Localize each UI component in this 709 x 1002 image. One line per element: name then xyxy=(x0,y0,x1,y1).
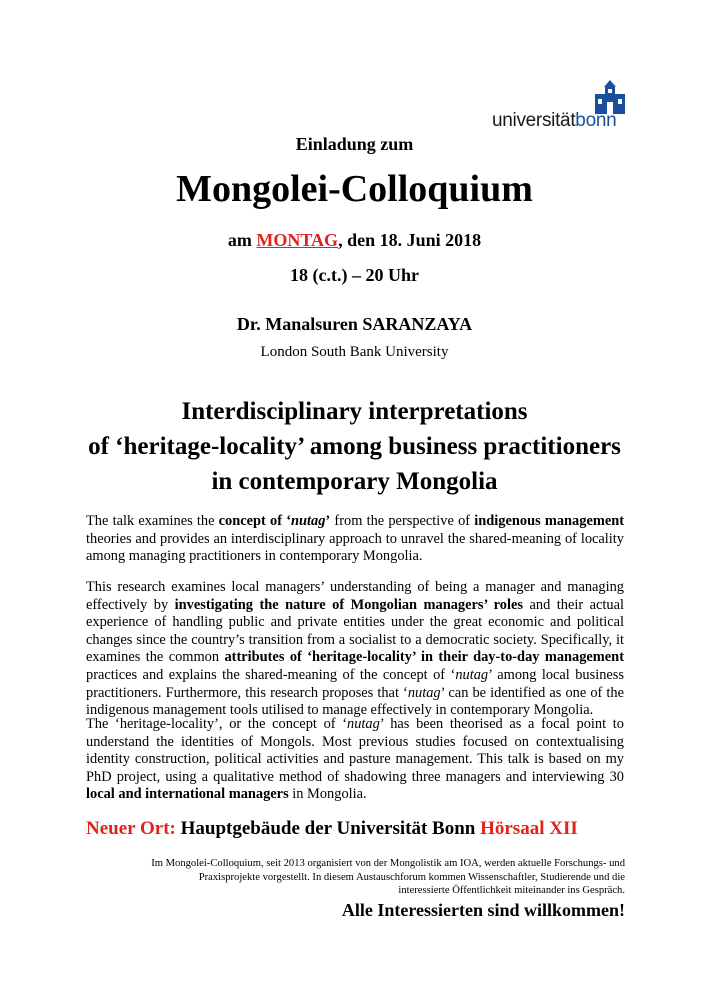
speaker-name: Dr. Manalsuren SARANZAYA xyxy=(236,314,473,334)
text-run: The ‘heritage-locality’, or the concept of ‘ xyxy=(86,716,348,732)
text-run: and their actual experience of handling public and private entities under the great economic and political changes since the country’s transition from a socialist to a democratic society. Specifically, it examines the common xyxy=(86,596,624,666)
date-weekday: MONTAG xyxy=(256,230,339,250)
text-run: practices and explains the shared-meaning of the concept of ‘ xyxy=(86,666,456,683)
page-title: Mongolei-Colloquium xyxy=(176,168,533,210)
note-line: Im Mongolei-Colloquium, seit 2013 organisiert von der Mongolistik am IOA, werden aktuelle Forschungs- und xyxy=(151,858,625,869)
date-suffix: , den 18. Juni 2018 xyxy=(338,230,482,250)
welcome-message: Alle Interessierten sind willkommen! xyxy=(341,900,625,920)
abstract-paragraph xyxy=(86,579,624,720)
talk-title xyxy=(0,394,709,499)
text-run: in Mongolia. xyxy=(288,786,367,803)
text-run: investigating the nature of Mongolian managers’ roles xyxy=(174,596,523,613)
text-run: local and international managers xyxy=(86,786,289,803)
text-run: The talk examines the xyxy=(86,513,219,529)
talk-title-line: Interdisciplinary interpretations xyxy=(181,398,528,425)
venue-label: Neuer Ort: xyxy=(86,818,176,839)
logo-wordmark xyxy=(492,110,616,132)
text-run: nutag xyxy=(291,513,326,529)
logo-text-main: universität xyxy=(492,110,576,131)
venue-place: Hauptgebäude der Universität Bonn xyxy=(175,818,481,839)
colloquium-note xyxy=(65,857,625,898)
text-run: ’ has been theorised as a focal point to understand the identities of Mongols. Most previous studies focused on contextualising identity construction, political activities and pasture management. This talk is based on my PhD project, using a qualitative method of shadowing three managers and interviewing 30 xyxy=(86,716,624,785)
text-run: from the perspective of xyxy=(330,513,475,529)
note-line: Praxisprojekte vorgestellt. In diesem Austauschforum kommen Wissenschaftler, Studierende und die xyxy=(198,871,625,883)
invitation-line: Einladung zum xyxy=(295,134,414,154)
event-date xyxy=(0,230,709,251)
text-run: This research examines local managers’ understanding of being a manager and managing effectively by xyxy=(86,579,624,613)
talk-title-line: of ‘heritage-locality’ among business practitioners xyxy=(88,433,621,460)
text-run: ’ among local business practitioners. Furthermore, this research proposes that ‘ xyxy=(86,666,625,701)
text-run: indigenous management xyxy=(474,513,625,529)
note-line: interessierte Öffentlichkeit miteinander ins Gespräch. xyxy=(398,885,625,897)
text-run: ’ can be identified as one of the indigenous management tools utilised to manage effectively in contemporary Mongolia. xyxy=(86,684,624,719)
text-run: nutag xyxy=(455,666,489,683)
talk-title-line: in contemporary Mongolia xyxy=(211,468,498,495)
event-time: 18 (c.t.) – 20 Uhr xyxy=(290,265,419,285)
speaker-affiliation: London South Bank University xyxy=(260,344,449,360)
text-run: nutag xyxy=(347,716,380,732)
text-run: theories and provides an interdisciplinary approach to unravel the shared-meaning of locality among managing practitioners in contemporary Mongolia. xyxy=(86,530,624,565)
university-logo xyxy=(492,80,627,132)
venue-line xyxy=(86,818,578,840)
venue-room: Hörsaal XII xyxy=(480,818,578,839)
text-run: attributes of ‘heritage-locality’ in their day-to-day management xyxy=(224,649,624,666)
date-prefix: am xyxy=(227,230,257,250)
text-run: concept of ‘ xyxy=(218,513,292,529)
abstract-paragraph xyxy=(86,716,624,804)
text-run: ’ xyxy=(325,513,331,529)
university-building-icon xyxy=(595,80,625,114)
logo-text-accent: bonn xyxy=(575,110,617,131)
abstract-paragraph xyxy=(86,513,624,566)
text-run: nutag xyxy=(407,684,441,701)
